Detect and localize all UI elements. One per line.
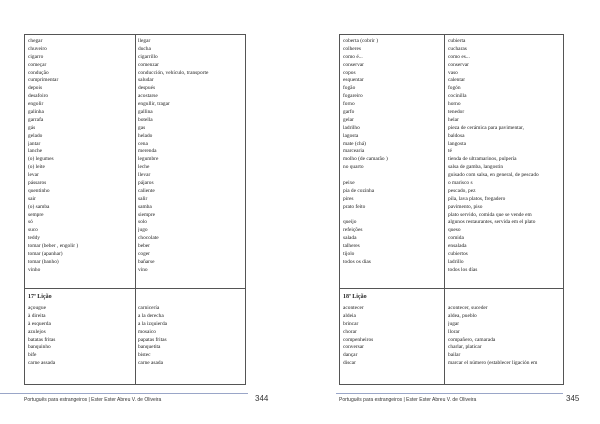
vocab-word: leche: [138, 164, 150, 171]
vocab-word: vino: [138, 266, 148, 273]
vocab-word: vinho: [28, 266, 41, 273]
page-number: 345: [566, 394, 580, 403]
vocab-word: siempre: [138, 211, 156, 218]
vocab-word: gelado: [28, 132, 43, 139]
vocab-word: banquetita: [138, 344, 161, 351]
vocab-word: só: [28, 219, 33, 226]
vocab-word: ensalada: [448, 243, 467, 250]
vocab-word: helar: [448, 116, 459, 123]
vocab-word: salir: [138, 195, 148, 202]
vocab-word: bife: [28, 352, 37, 359]
vocab-word: bañarse: [138, 258, 155, 265]
vocab-word: chuveiro: [28, 45, 47, 52]
vocab-word: llorar: [448, 328, 460, 335]
vocab-word: jugar: [448, 320, 460, 327]
vocab-word: coger: [138, 251, 150, 258]
vocab-word: fogareiro: [343, 93, 363, 100]
vocab-word: refeições: [343, 227, 363, 234]
vocab-word: compenheiros: [343, 336, 374, 343]
vocab-word: comida: [448, 235, 464, 242]
vocab-word: chocolate: [138, 235, 159, 242]
vocab-word: chegar: [28, 38, 43, 44]
vocab-word: teddy: [28, 235, 40, 242]
vocab-word: acontecer, suceder: [448, 305, 488, 311]
vocab-word: cumprimentar: [28, 77, 59, 84]
vocab-word: carnicería: [138, 305, 160, 311]
vocab-word: conversar: [343, 344, 364, 351]
vocab-word: galinha: [28, 109, 44, 116]
vocab-word: conducción, vehículo, transporte: [138, 69, 209, 76]
vocab-word: salsa de gamba, langostin: [448, 164, 504, 171]
vocab-word: ducha: [138, 45, 151, 52]
vocab-word: gallina: [138, 109, 153, 116]
vocab-word: começar: [28, 61, 47, 68]
vocab-word: [343, 172, 444, 180]
vocab-word: ladrillo: [448, 258, 464, 265]
vocab-word: dançar: [343, 352, 358, 359]
vocab-word: aldea, pueblo: [448, 312, 477, 319]
vocab-word: suco: [28, 227, 38, 234]
vocab-word: cubierta: [448, 38, 466, 44]
vocab-word: mosaico: [138, 328, 156, 335]
vocab-word: bailar: [448, 352, 461, 359]
vocab-word: pia de cozinha: [343, 187, 375, 194]
vocab-word: colheres: [343, 45, 361, 52]
vocab-word: sair: [28, 195, 36, 202]
vocab-word: baldosa: [448, 132, 465, 139]
vocab-word: depois: [28, 85, 43, 92]
vocab-word: pescado, pez: [448, 187, 476, 194]
vocab-word: [343, 212, 444, 220]
vocab-word: todos los días: [448, 266, 478, 273]
vocab-word: marcar el número (establecer ligación em: [448, 360, 538, 367]
vocab-word: azulejos: [28, 328, 46, 335]
vocab-word: llevar: [138, 172, 151, 179]
vocab-word: calentar: [448, 77, 466, 84]
vocab-word: a la izquierda: [138, 320, 168, 327]
vocab-word: después: [138, 85, 156, 92]
vocab-word: banquinho: [28, 344, 51, 351]
vocab-word: gelar: [343, 116, 354, 123]
vocab-word: beber: [138, 243, 150, 250]
vocab-word: guisado com salsa, en general, de pescado: [448, 172, 539, 179]
vocab-word: cena: [138, 140, 148, 147]
vocab-word: tomar (apanhar): [28, 251, 63, 258]
vocab-word: acontecer: [343, 305, 364, 311]
vocab-word: (o) leite: [28, 164, 45, 171]
vocab-word: coberta (cobrir ): [343, 38, 379, 44]
vocab-word: marcearia: [343, 148, 365, 155]
vocab-word: talheres: [343, 243, 360, 250]
vocab-word: pila, lava platos, fregadero: [448, 195, 506, 202]
vocab-word: chorar: [343, 328, 357, 335]
vocab-word: fogão: [343, 85, 356, 92]
vocab-word: cocinilla: [448, 93, 467, 100]
vocab-word: garrafa: [28, 116, 44, 123]
vocab-word: pires: [343, 195, 354, 202]
vocab-word: algunos restaurantes, servida em el plato: [448, 219, 536, 226]
vocab-word: legumbre: [138, 156, 159, 163]
vocab-word: papatas fritas: [138, 336, 167, 343]
vocab-word: todos os dias: [343, 258, 371, 265]
vocab-word: lanche: [28, 148, 43, 155]
vocab-word: cigarro: [28, 53, 44, 60]
vocab-word: à esquerda: [28, 320, 51, 327]
vocab-word: quentinho: [28, 187, 50, 194]
vocab-word: solo: [138, 219, 147, 226]
vocab-word: desafoiro: [28, 93, 49, 100]
vocab-word: como é...: [343, 53, 363, 60]
vocab-word: discar: [343, 360, 356, 367]
vocab-word: aldeia: [343, 312, 356, 319]
vocab-word: lagosta: [343, 132, 359, 139]
vocab-word: engolir: [28, 101, 44, 108]
vocab-word: prato feito: [343, 203, 366, 210]
vocab-word: té: [448, 148, 452, 155]
lesson-row: [340, 288, 563, 384]
vocab-word: sempre: [28, 211, 44, 218]
vocab-word: cigarrillo: [138, 53, 158, 60]
vocab-word: llegar: [138, 38, 151, 44]
vocab-word: tomar (beber , engolir ): [28, 243, 79, 250]
vocab-word: cubiertos: [448, 251, 468, 258]
vocab-word: queso: [448, 227, 461, 234]
vocab-word: compañero, camarada: [448, 336, 496, 343]
vocab-word: tijolo: [343, 251, 355, 258]
vocab-word: batatas fritas: [28, 336, 56, 343]
vocab-word: (o) legumes: [28, 156, 54, 163]
vocab-word: o marisco s: [448, 180, 473, 187]
vocab-word: carne assada: [28, 360, 56, 367]
vocab-word: caliente: [138, 187, 155, 194]
vocab-word: horno: [448, 101, 461, 108]
vocab-word: comenzar: [138, 61, 159, 68]
vocab-word: no quarto: [343, 164, 364, 171]
vocab-word: conservar: [343, 61, 364, 68]
vocab-word: fogón: [448, 85, 461, 92]
vocab-word: brincar: [343, 320, 359, 327]
vocab-word: copos: [343, 69, 356, 76]
footer-divider: [336, 393, 563, 394]
vocab-word: pavimento, piso: [448, 203, 483, 210]
vocab-word: gás: [28, 124, 36, 131]
vocab-word: jugo: [138, 227, 148, 234]
vocab-word: salada: [343, 235, 357, 242]
vocab-word: garfo: [343, 109, 355, 116]
vocab-word: engullir, tragar: [138, 101, 170, 108]
lesson-title: 18ª Lição: [343, 294, 367, 300]
lesson-title: 17ª Lição: [28, 294, 52, 300]
vocab-word: molho (de camarão ): [343, 156, 388, 163]
vocab-word: pájaros: [138, 180, 154, 187]
vocab-word: tenedor: [448, 109, 465, 116]
portuguese-column: [340, 35, 445, 290]
footer-text: Português para estrangeiros | Ester Ester Abreu V. de Oliveira: [339, 397, 477, 403]
vocab-word: plato servido, comida que se vende em: [448, 211, 532, 218]
vocabulary-table-right: [339, 34, 564, 385]
vocab-word: gas: [138, 124, 146, 131]
vocab-word: acostarse: [138, 93, 158, 100]
vocab-word: bistec: [138, 352, 151, 359]
vocab-word: samba: [138, 203, 152, 210]
vocab-word: charlar, platicar: [448, 344, 482, 351]
spanish-column: [445, 35, 563, 290]
vocab-word: tomar (banho): [28, 258, 59, 265]
vocab-word: saludar: [138, 77, 154, 84]
vocab-word: jantar: [28, 140, 41, 147]
vocab-word: pássaros: [28, 180, 47, 187]
vocab-word: condução: [28, 69, 49, 76]
footer-text: Português para estrangeiros | Ester Ester Abreu V. de Oliveira: [24, 397, 162, 403]
vocab-word: botella: [138, 116, 153, 123]
vocab-word: à direita: [28, 312, 46, 319]
vocab-word: queijo: [343, 219, 357, 226]
vocab-word: mate (chá): [343, 140, 366, 147]
vocab-word: langosta: [448, 140, 466, 147]
vocab-word: pieza de cerámica para pavimentar,: [448, 124, 524, 131]
vocab-word: levar: [28, 172, 39, 179]
vocab-word: forno: [343, 101, 355, 108]
vocab-word: carne asada: [138, 360, 163, 367]
page-number: 344: [255, 394, 269, 403]
vocab-word: açougue: [28, 305, 46, 311]
vocab-word: (o) samba: [28, 203, 50, 210]
vocab-word: cucharas: [448, 45, 467, 52]
lesson-portuguese-column: [340, 289, 445, 384]
vocab-word: vaso: [448, 69, 458, 76]
vocab-word: como es...: [448, 53, 470, 60]
vocab-word: conservar: [448, 61, 469, 68]
vocabulary-row: [340, 35, 563, 290]
vocab-word: tienda de ultramarinos, pulpería: [448, 156, 517, 163]
vocab-word: peixe: [343, 180, 355, 187]
vocab-word: a la derecha: [138, 312, 164, 319]
vocab-word: ladrilho: [343, 124, 360, 131]
vocab-word: esquentar: [343, 77, 364, 84]
lesson-spanish-column: [445, 289, 563, 384]
vocab-word: merenda: [138, 148, 157, 155]
vocab-word: helado: [138, 132, 153, 139]
